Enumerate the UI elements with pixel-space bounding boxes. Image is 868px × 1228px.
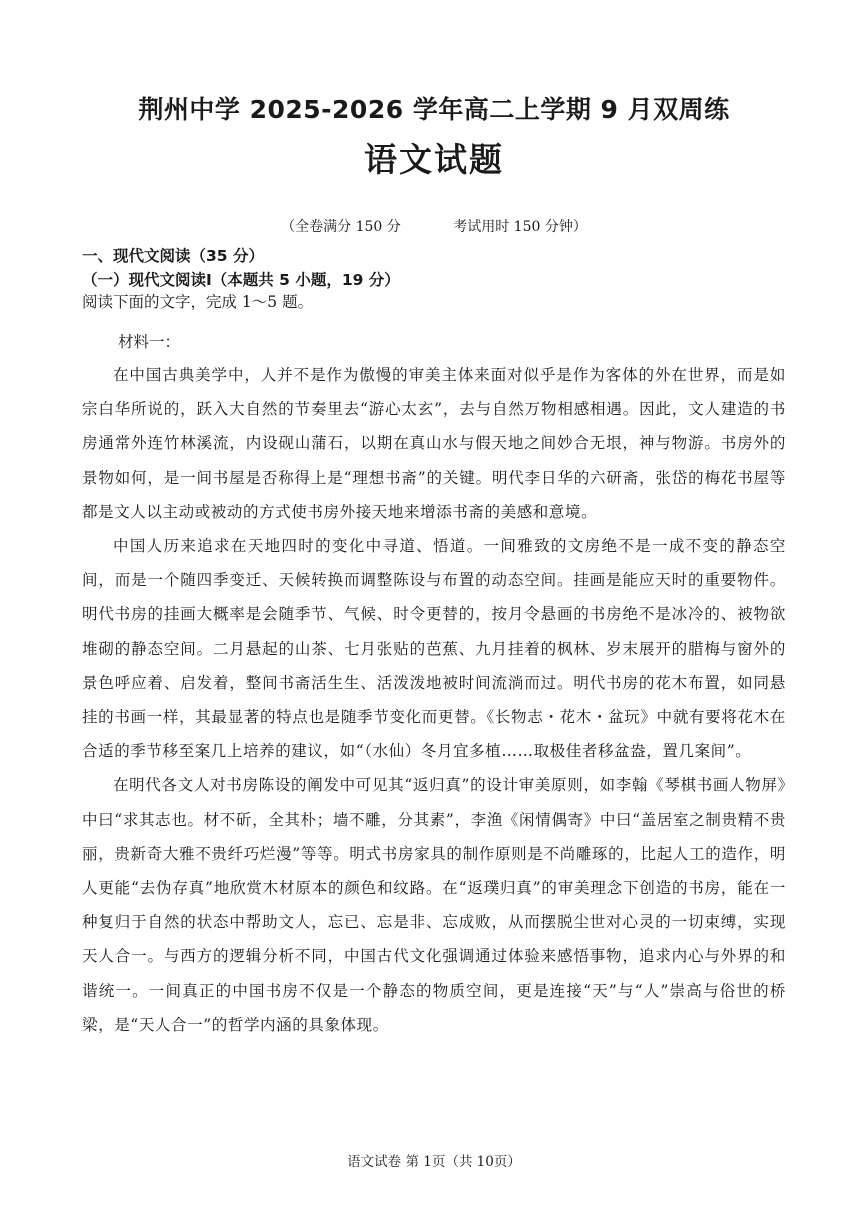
exam-title: 荆州中学 2025-2026 学年高二上学期 9 月双周练 xyxy=(138,95,730,124)
section-heading: 一、现代文阅读（35 分） xyxy=(82,247,264,265)
passage-paragraph: 在中国古典美学中，人并不是作为傲慢的审美主体来面对似乎是作为客体的外在世界，而是如宗白华所说的，跃入大自然的节奏里去“游心太玄”，去与自然万物相感相遇。因此，文人建造的书房通常外连竹林溪流，内设砚山蒲石，以期在真山水与假天地之间妙合无垠，神与物游。书房外的景物如何，是一间书屋是否称得上是“理想书斋”的关键。明代李日华的六研斋，张岱的梅花书屋等都是文人以主动或被动的方式使书房外接天地来增添书斋的美感和意境。 xyxy=(82,366,786,521)
passage-paragraph: 在明代各文人对书房陈设的阐发中可见其“返归真”的设计审美原则，如李翰《琴棋书画人物屏》中曰“求其志也。材不斫，全其朴；墙不雕，分其素”，李渔《闲情偶寄》中曰“盖居室之制贵精不贵丽，贵新奇大雅不贵纤巧烂漫”等等。明式书房家具的制作原则是不尚雕琢的，比起人工的造作，明人更能“去伪存真”地欣赏木材原本的颜色和纹路。在“返璞归真”的审美理念下创造的书房，能在一种复归于自然的状态中帮助文人，忘已、忘是非、忘成败，从而摆脱尘世对心灵的一切束缚，实现天人合一。与西方的逻辑分析不同，中国古代文化强调通过体验来感悟事物，追求内心与外界的和谐统一。一间真正的中国书房不仅是一个静态的物质空间，更是连接“天”与“人”崇高与俗世的桥梁，是“天人合一”的哲学内涵的具象体现。 xyxy=(82,776,786,1034)
passage-paragraph: 中国人历来追求在天地四时的变化中寻道、悟道。一间雅致的文房绝不是一成不变的静态空间，而是一个随四季变迁、天候转换而调整陈设与布置的动态空间。挂画是能应天时的重要物件。明代书房的挂画大概率是会随季节、气候、时令更替的，按月令悬画的书房绝不是冰冷的、被物欲堆砌的静态空间。二月悬起的山茶、七月张贴的芭蕉、九月挂着的枫林、岁末展开的腊梅与窗外的景色呼应着、启发着，整间书斋活生生、活泼泼地被时间流淌而过。明代书房的花木布置，如同悬挂的书画一样，其最显著的特点也是随季节变化而更替。《长物志・花木・盆玩》中就有要将花木在合适的季节移至案几上培养的建议，如“（水仙）冬月宜多植……取极佳者移盆盎，置几案间”。 xyxy=(82,537,786,761)
full-score-text: （全卷满分 150 分 xyxy=(281,219,401,235)
exam-info xyxy=(0,216,868,236)
exam-time-text: 考试用时 150 分钟） xyxy=(453,219,587,235)
material-label: 材料一： xyxy=(118,333,181,351)
exam-subject-title: 语文试题 xyxy=(364,140,504,179)
reading-instruction: 阅读下面的文字，完成 1～5 题。 xyxy=(82,293,314,311)
subsection-heading: （一）现代文阅读Ⅰ（本题共 5 小题，19 分） xyxy=(82,271,400,289)
reading-passage xyxy=(82,358,786,1042)
page-footer: 语文试卷 第 1页（共 10页） xyxy=(347,1154,521,1170)
